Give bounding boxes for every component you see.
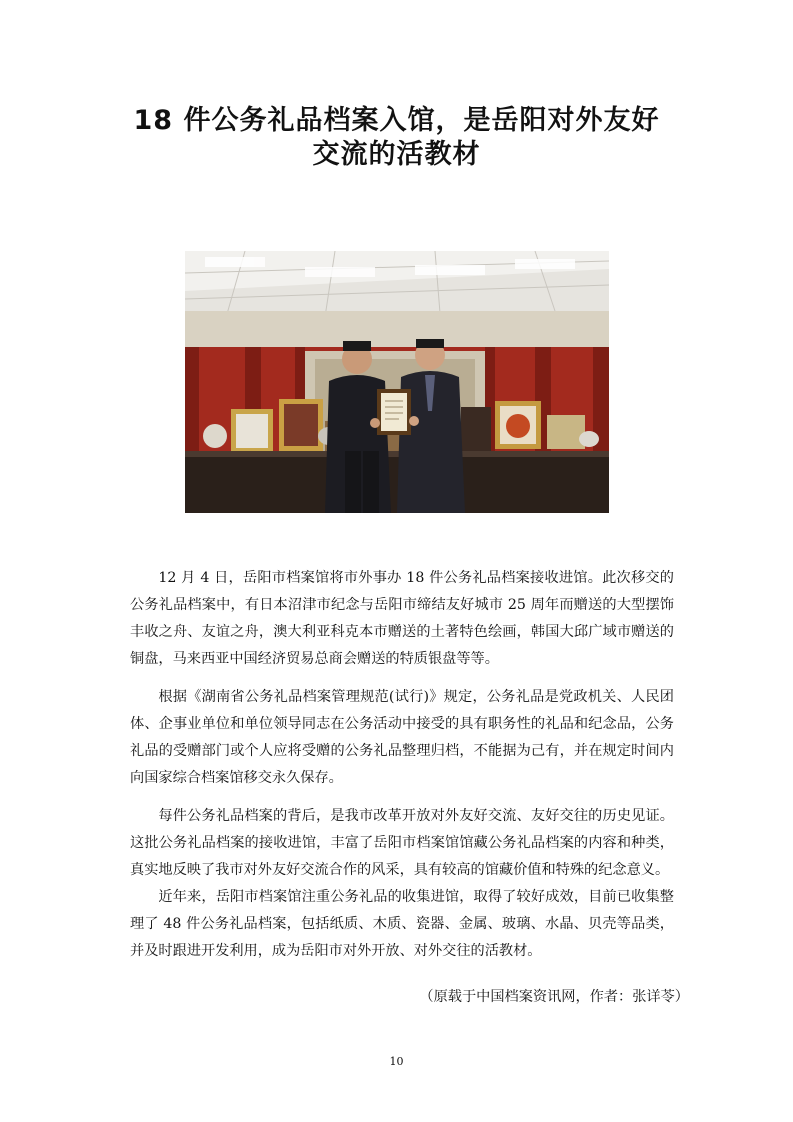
ceremony-photo <box>185 251 609 513</box>
page-number: 10 <box>389 1055 404 1068</box>
title-line-1: 18 件公务礼品档案入馆，是岳阳对外友好 <box>133 105 660 136</box>
title-line-2: 交流的活教材 <box>312 139 481 170</box>
source-attribution: （原载于中国档案资讯网，作者：张详苓） <box>419 989 689 1005</box>
article-title <box>0 104 793 172</box>
paragraph-1: 12 月 4 日，岳阳市档案馆将市外事办 18 件公务礼品档案接收进馆。此次移交的公务礼品档案中，有日本沼津市纪念与岳阳市缔结友好城市 25 周年而赠送的大型摆饰丰收之舟、友谊之舟，澳大利亚科克本市赠送的土著特色绘画，韩国大邱广域市赠送的铜盘，马来西亚中国经济贸易总商会赠送的特质银盘等等。 <box>130 570 674 667</box>
paragraph-2: 根据《湖南省公务礼品档案管理规范(试行)》规定，公务礼品是党政机关、人民团体、企事业单位和单位领导同志在公务活动中接受的具有职务性的礼品和纪念品，公务礼品的受赠部门或个人应将受赠的公务礼品整理归档，不能据为己有，并在规定时间内向国家综合档案馆移交永久保存。 <box>130 689 674 786</box>
paragraph-3: 每件公务礼品档案的背后，是我市改革开放对外友好交流、友好交往的历史见证。这批公务礼品档案的接收进馆，丰富了岳阳市档案馆馆藏公务礼品档案的内容和种类，真实地反映了我市对外友好交流合作的风采，具有较高的馆藏价值和特殊的纪念意义。 <box>130 808 674 878</box>
paragraph-4: 近年来，岳阳市档案馆注重公务礼品的收集进馆，取得了较好成效，目前已收集整理了 48 件公务礼品档案，包括纸质、木质、瓷器、金属、玻璃、水晶、贝壳等品类，并及时跟进开发利用，成为岳阳市对外开放、对外交往的活教材。 <box>130 889 674 959</box>
